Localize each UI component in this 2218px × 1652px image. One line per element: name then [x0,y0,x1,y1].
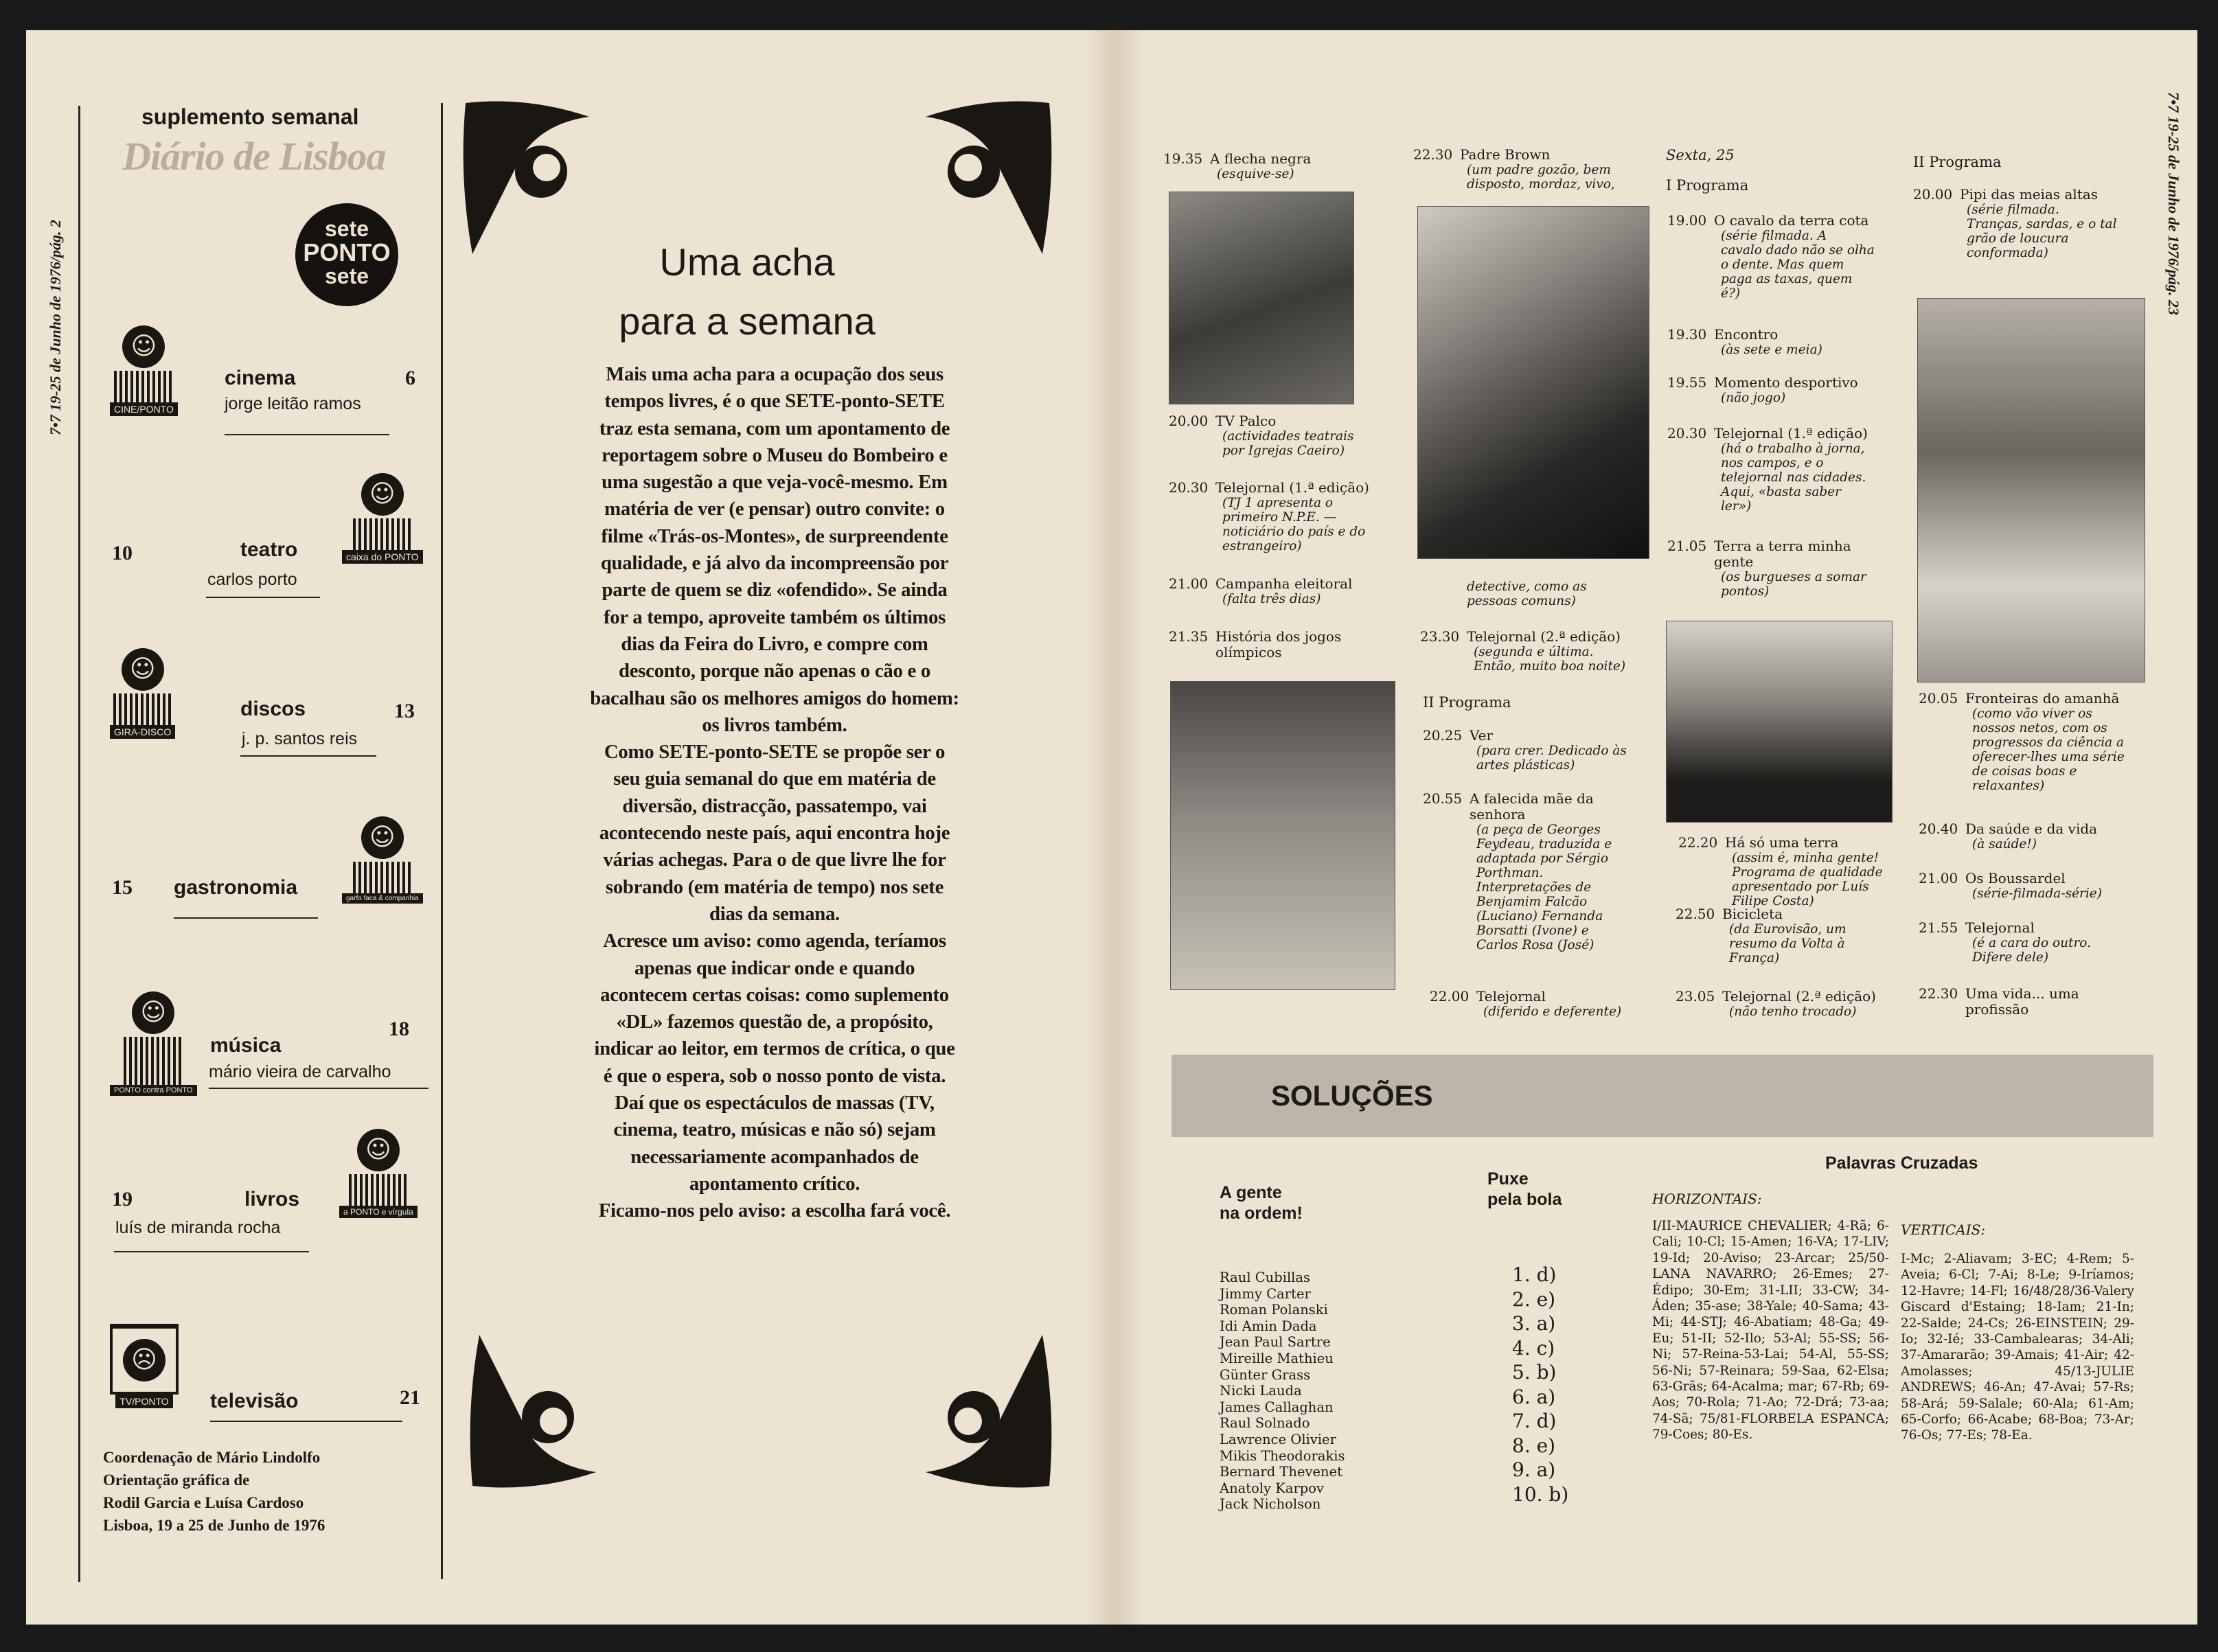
section-underline [114,1251,309,1252]
listing-desc: (série filmada. A cavalo dado não se olha o dente. Mas quem paga as taxas, quem é?) [1721,229,1875,301]
masthead: Diário de Lisboa [122,134,386,179]
listing-title: Telejornal [1476,988,1546,1005]
quiz-name: Nicki Lauda [1220,1383,1302,1399]
listing-time: 22.00 [1430,988,1470,1005]
solutions-title: SOLUÇÕES [1271,1079,1433,1112]
listing-time: 19.30 [1667,326,1707,343]
left-column-divider [441,103,443,1579]
section-tag: a PONTO e vírgula [339,1206,418,1218]
tv-listing [1423,791,1677,952]
quiz-name: Raul Solnado [1220,1415,1310,1432]
section-underline [206,597,320,598]
listing-time: 22.30 [1919,985,1958,1002]
section-name: discos [240,698,306,720]
listing-title: Encontro [1714,326,1779,343]
section-tag: CINE/PONTO [110,402,178,416]
section-name: teatro [240,538,298,561]
quiz-name: Bernard Thevenet [1220,1464,1342,1480]
listing-title: A flecha negra [1210,150,1312,167]
theatre-mask-icon: ☺ caixa do PONTO [342,473,423,564]
tv-listing [1163,151,1397,181]
quiz-name: James Callaghan [1220,1399,1334,1415]
programa-heading: I Programa [1666,177,1749,194]
section-underline [209,1088,428,1089]
quiz-name: Jimmy Carter [1220,1285,1311,1302]
listing-desc: (série-filmada-série) [1972,886,2102,901]
listing-title: Fronteiras do amanhã [1965,690,2120,707]
listing-desc: (diferido e deferente) [1483,1005,1622,1019]
section-author: luís de miranda rocha [115,1218,281,1237]
ball-quiz-answers [1512,1263,1568,1506]
listing-desc: (da Eurovisão, um resumo da Volta à França) [1729,922,1847,965]
left-side-marker: 7•7 19-25 de Junho de 1976/pág. 2 [47,220,64,435]
guitar-icon: ☺ PONTO contra PONTO [110,991,197,1096]
left-vertical-rule [78,106,80,1582]
listing-time: 19.55 [1667,374,1707,391]
listing-title: Há só uma terra [1725,834,1839,851]
ornament-top-right-icon [919,96,1056,261]
listing-title: O cavalo da terra cota [1714,212,1869,229]
tv-listing [1667,213,1921,301]
sete-ponto-sete-logo [295,203,398,306]
listing-desc: (os burgueses a somar pontos) [1721,570,1866,599]
listing-time: 23.05 [1676,988,1715,1005]
programa-heading: II Programa [1423,694,1511,711]
tv-listing [1413,580,1667,608]
solutions-banner [1171,1055,2153,1137]
tv-listing [1676,989,1930,1019]
tv-listing [1667,375,1921,405]
listing-title: Bicicleta [1722,906,1783,922]
section-author: carlos porto [207,570,297,589]
section-underline [240,755,376,757]
section-page: 10 [112,542,133,564]
editorial-paragraph: Como SETE-ponto-SETE se propõe ser o seu guia semanal do que em matéria de diversão, distracção, passatempo, vai acontecendo neste país, aqui encontra hoje várias achegas. Para o de que livre lhe for sobrando (em matéria de tempo) nos sete dias da semana. [599,741,950,925]
section-page: 6 [405,367,415,389]
tv-listing [1413,147,1667,192]
tv-listing [1667,426,1921,514]
listing-title: Telejornal [1965,919,2035,936]
listing-title: Pipi das meias altas [1960,186,2099,203]
section-tag: PONTO contra PONTO [110,1085,197,1096]
credit-line: Coordenação de Mário Lindolfo [103,1449,321,1466]
section-page: 18 [389,1018,409,1040]
ball-answer: 6. a) [1512,1385,1556,1408]
photo-padre-brown [1417,206,1649,559]
cutlery-icon: ☺ garfo faca & companhia [342,816,423,904]
quiz-name: Anatoly Karpov [1220,1480,1325,1496]
ball-answer: 1. d) [1512,1263,1557,1286]
tv-listing [1919,821,2173,851]
listing-desc: (para crer. Dedicado às artes plásticas) [1476,744,1627,772]
listing-time: 20.25 [1423,727,1463,744]
listing-time: 21.05 [1667,538,1707,554]
laurel-icon: ☺ a PONTO e vírgula [339,1129,418,1218]
listing-title: Momento desportivo [1714,374,1858,391]
ball-quiz-title: Puxe pela bola [1487,1169,1562,1209]
listing-desc: (a peça de Georges Feydeau, traduzida e adaptada por Sérgio Porthman. Interpretações de Benjamim Falcão (Luciano) Fernanda Borsatti (Ivone) e Carlos Rosa (José) [1476,823,1612,952]
quiz-name: Jean Paul Sartre [1220,1334,1331,1351]
section-page: 13 [394,700,415,722]
listing-title: Telejornal (2.ª edição) [1722,988,1876,1005]
tv-listing [1676,906,1930,965]
supplement-kicker: suplemento semanal [141,104,359,129]
section-name: televisão [210,1390,299,1412]
camera-icon: ☺ CINE/PONTO [110,325,178,416]
listing-desc: (às sete e meia) [1721,343,1822,357]
section-underline [210,1421,402,1422]
editorial-title-line: Uma acha [659,240,835,284]
section-tag: garfo faca & companhia [342,893,423,904]
listing-title: Da saúde e da vida [1965,821,2098,837]
editorial-paragraph: Ficamo-nos pelo aviso: a escolha fará você. [598,1200,951,1222]
horizontal-label: HORIZONTAIS: [1652,1191,1762,1207]
quiz-name: Mikis Theodorakis [1220,1447,1345,1464]
listing-time: 21.55 [1919,919,1958,936]
listing-time: 22.50 [1676,906,1715,922]
logo-line-1: sete [324,216,369,241]
listing-title: Uma vida... uma profissão [1965,985,2079,1018]
listing-desc: (TJ 1 apresenta o primeiro N.P.E. — noticiário do país e do estrangeiro) [1222,496,1366,553]
ornament-bottom-right-icon [919,1328,1056,1493]
listing-desc: (é a cara do outro. Difere dele) [1972,936,2091,965]
programa-heading: II Programa [1913,154,2002,170]
listing-time: 20.00 [1169,413,1209,429]
quiz-name: Günter Grass [1220,1366,1311,1383]
listing-desc: detective, como as pessoas comuns) [1467,580,1587,608]
listing-title: Os Boussardel [1965,870,2066,886]
day-heading: Sexta, 25 [1666,147,1735,163]
editorial-body [589,361,960,1225]
section-tag: GIRA-DISCO [110,725,175,739]
listing-time: 20.05 [1919,690,1958,707]
photo-studio [1666,621,1893,823]
ball-answer: 8. e) [1512,1434,1556,1457]
section-author: j. p. santos reis [242,729,358,748]
listing-desc: (falta três dias) [1222,592,1321,606]
ball-answer: 10. b) [1512,1482,1569,1506]
listing-desc: (assim é, minha gente! Programa de qualidade apresentado por Luís Filipe Costa) [1732,851,1883,908]
listing-time: 20.00 [1913,186,1953,203]
section-page: 19 [112,1188,133,1211]
section-underline [225,434,389,435]
section-author: jorge leitão ramos [225,394,361,413]
listing-time: 22.20 [1678,834,1718,851]
horizontal-solutions: I/II-MAURICE CHEVALIER; 4-Rã; 6-Cali; 10-Cl; 15-Amen; 16-VA; 17-LIV; 19-Id; 20-Aviso; 23-Arcar; 25/50-LANA NAVARRO; 26-Emes; 27-Édipo; 30-Em; 31-LII; 33-CW; 34-Áden; 35-ase; 38-Yale; 40-Sama; 43-Mi; 44-STJ; 46-Abatiam; 48-Ga; 49-Eu; 51-II; 52-Ilo; 53-Al; 55-SS; 56-Ni; 57-Reina-53-Lai; 54-Al, 55-SS; 56-Ni; 57-Reinara; 59-Saa, 62-Elsa; 63-Grãs; 64-Acalma; mar; 67-Rb; 69-Aos; 70-Rola; 71-Ao; 72-Drá; 73-aa; 74-Sã; 75/81-FLORBELA ESPANCA; 79-Coes; 80-Es. [1652,1219,1889,1443]
listing-title: Terra a terra minha gente [1714,538,1851,570]
editorial-paragraph: Mais uma acha para a ocupação dos seus tempos livres, é o que SETE-ponto-SETE traz esta semana, com um apontamento de reportagem sobre o Museu do Bombeiro e uma sugestão a que veja-você-mesmo. Em matéria de ver (e pensar) outro convite: o filme «Trás-os-Montes», de surpreendente qualidade, e já alvo da incompreensão por parte de quem se diz «ofendido». Se ainda for a tempo, aproveite também os últimos dias da Feira do Livro, e compre com desconto, porque não apenas o cão e o bacalhau são os melhores amigos do homem: os livros também. [590,363,959,736]
photo-archer [1169,192,1354,404]
logo-line-2: PONTO [303,238,391,266]
listing-title: Telejornal (2.ª edição) [1467,628,1621,645]
gramophone-icon: ☺ GIRA-DISCO [110,648,175,739]
tv-listing [1667,327,1921,357]
quiz-name: Raul Cubillas [1220,1270,1311,1285]
listing-desc: (um padre gozão, bem disposto, mordaz, vivo, [1467,163,1615,192]
editorial-title [589,233,905,351]
ball-answer: 9. a) [1512,1458,1556,1481]
listing-desc: (não tenho trocado) [1729,1005,1857,1019]
listing-desc: (segunda e última. Então, muito boa noite) [1474,645,1626,674]
listing-time: 21.00 [1919,870,1958,886]
tv-listing [1430,989,1684,1019]
quiz-names [1220,1270,1345,1513]
tv-icon: ☹ TV/PONTO [110,1318,179,1408]
section-tag: TV/PONTO [115,1395,172,1408]
right-side-marker: 7•7 19-25 de Junho de 1976/pág. 23 [2165,92,2182,315]
quiz-name: Jack Nicholson [1220,1496,1321,1513]
tv-listing [1913,187,2167,260]
vertical-label: VERTICAIS: [1901,1221,1986,1238]
listing-time: 20.30 [1667,425,1707,441]
section-name: gastronomia [174,876,298,899]
ball-answer: 5. b) [1512,1361,1557,1384]
tv-listing [1678,835,1932,908]
credit-line: Rodil Garcia e Luísa Cardoso [103,1494,304,1511]
listing-desc: (à saúde!) [1972,837,2037,851]
section-author: mário vieira de carvalho [209,1062,391,1081]
quiz-name: Idi Amin Dada [1220,1318,1317,1334]
photo-pippi [1917,298,2145,682]
listing-title: Telejornal (1.ª edição) [1215,479,1369,496]
tv-listing [1169,413,1402,458]
listing-desc: (actividades teatrais por Igrejas Caeiro) [1222,429,1354,458]
listing-title: Telejornal (1.ª edição) [1714,425,1868,441]
listing-time: 20.30 [1169,479,1209,496]
page-fold [1084,30,1145,1625]
section-page: 21 [400,1386,420,1409]
listing-desc: (esquive-se) [1217,167,1294,181]
listing-title: Padre Brown [1460,146,1551,163]
section-name: música [210,1034,282,1057]
ball-answer: 3. a) [1512,1312,1556,1335]
listing-desc: (há o trabalho à jorna, nos campos, e o telejornal nas cidades. Aqui, «basta saber ler») [1721,441,1866,514]
tv-listing [1423,728,1677,772]
ornament-top-left-icon [459,96,596,261]
section-page: 15 [112,876,133,899]
quiz-name: Mireille Mathieu [1220,1350,1334,1366]
quiz-name: Lawrence Olivier [1220,1431,1336,1447]
tv-listing [1667,538,1921,599]
listing-desc: (série filmada. Tranças, sardas, e o tal grão de loucura conformada) [1967,203,2117,260]
section-underline [174,917,318,919]
ornament-bottom-left-icon [466,1328,603,1493]
tv-listing [1420,629,1674,674]
listing-title: TV Palco [1215,413,1277,429]
tv-listing [1919,986,2173,1018]
editorial-paragraph: Acresce um aviso: como agenda, teríamos apenas que indicar onde e quando acontecem certas coisas: como suplemento «DL» fazemos questão de, a propósito, indicar ao leitor, em termos de crítica, o que é que o espera, sob o nosso ponto de vista. Daí que os espectáculos de massas (TV, cinema, teatro, músicas e não só) sejam necessariamente acompanhados de apontamento crítico. [594,930,955,1195]
listing-time: 19.35 [1163,150,1203,167]
listing-time: 21.00 [1169,575,1209,592]
photo-runner [1170,681,1395,990]
quiz-name: Roman Polanski [1220,1302,1328,1318]
listing-title: Ver [1470,727,1494,744]
credits [103,1446,325,1537]
tv-listing [1169,480,1402,553]
section-name: livros [244,1188,300,1211]
tv-listing [1919,920,2173,965]
editorial-title-line: para a semana [619,299,876,343]
listing-desc: (como vão viver os nossos netos, com os progressos da ciência a oferecer-lhes uma série de coisas boas e relaxantes) [1972,707,2125,793]
tv-listing [1169,629,1402,661]
listing-time: 22.30 [1413,146,1453,163]
listing-title: História dos jogos olímpicos [1215,628,1342,661]
tv-listing [1169,576,1402,606]
crossword-title: Palavras Cruzadas [1825,1154,1978,1173]
tv-listing [1919,871,2173,901]
listing-time: 20.55 [1423,790,1463,807]
newspaper-spread [26,30,2197,1625]
listing-time: 21.35 [1169,628,1209,645]
listing-time: 19.00 [1667,212,1707,229]
listing-time: 20.40 [1919,821,1958,837]
quiz-title: A gente na ordem! [1220,1183,1303,1223]
ball-answer: 2. e) [1512,1287,1556,1311]
listing-time: 23.30 [1420,628,1460,645]
ball-answer: 7. d) [1512,1410,1557,1432]
listing-title: A falecida mãe da senhora [1470,790,1594,823]
credit-line: Lisboa, 19 a 25 de Junho de 1976 [103,1517,325,1534]
listing-title: Campanha eleitoral [1215,575,1353,592]
logo-line-3: sete [324,264,369,288]
tv-listing [1919,691,2173,793]
listing-desc: (não jogo) [1721,391,1786,405]
section-tag: caixa do PONTO [342,550,423,564]
credit-line: Orientação gráfica de [103,1471,250,1489]
vertical-solutions: I-Mc; 2-Aliavam; 3-EC; 4-Rem; 5-Aveia; 6-Cl; 7-Ai; 8-Le; 9-Iríamos; 12-Havre; 14-Fl; 16/48/28/36-Valery Giscard d'Estaing; 18-Iam; 21-In; 22-Salde; 24-Cs; 26-EINSTEIN; 29-Io; 32-Ié; 33-Cambalearas; 34-Ali; 37-Amararão; 39-Amais; 41-Air; 42-Amolasses; 45/13-JULIE ANDREWS; 46-An; 47-Avai; 57-Rs; 58-Ará; 59-Salale; 60-Ala; 61-Am; 65-Corfo; 66-Acabe; 68-Boa; 73-Ar; 76-Os; 77-Es; 78-Ea. [1901,1252,2134,1443]
ball-answer: 4. c) [1512,1336,1555,1360]
section-name: cinema [225,367,296,389]
